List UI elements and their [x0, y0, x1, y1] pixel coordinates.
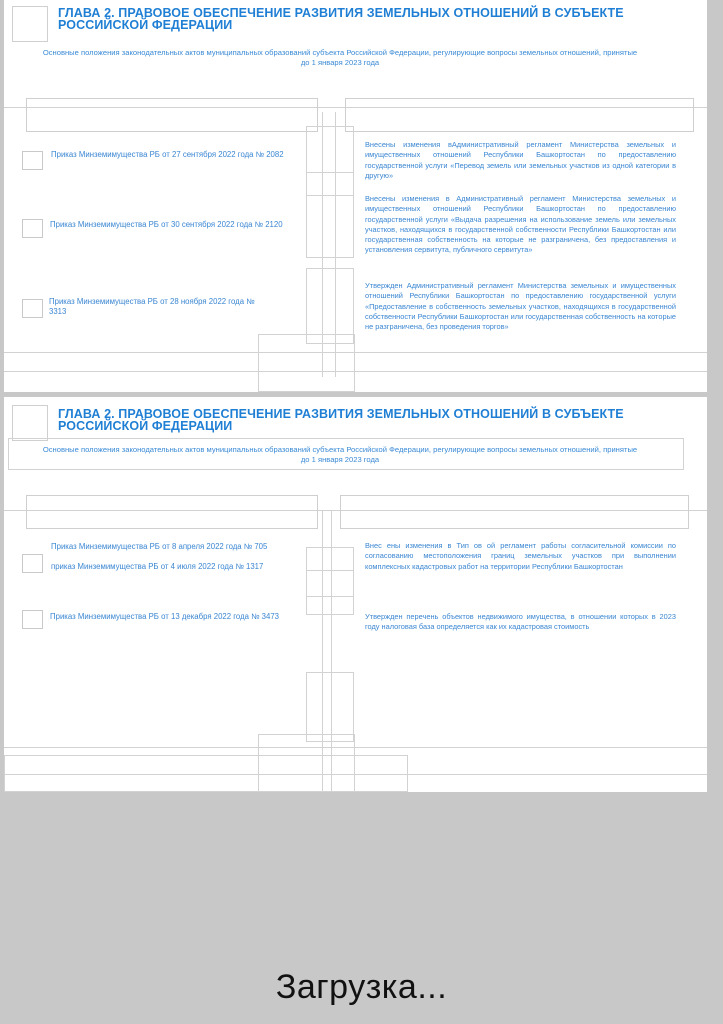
row-checkbox — [22, 299, 43, 318]
header-box-left — [26, 495, 318, 529]
slide-2 — [4, 397, 707, 792]
connector-frame — [306, 172, 354, 196]
connector-frame — [306, 268, 354, 344]
document-ref: Приказ Минземимущества РБ от 28 ноября 2022 года № 3313 — [49, 297, 255, 316]
slide-title: ГЛАВА 2. ПРАВОВОЕ ОБЕСПЕЧЕНИЕ РАЗВИТИЯ ЗЕМЕЛЬНЫХ ОТНОШЕНИЙ В СУБЪЕКТЕ РОССИЙСКОЙ ФЕДЕРАЦИИ — [58, 6, 624, 32]
document-description: Внесены изменения вАдминистративный регламент Министерства земельных и имущественных отношений Республики Башкортостан по предоставлению государственной услуги «Перевод земель или земельных участков из одной категории в другую» — [365, 140, 676, 180]
connector-frame — [258, 334, 355, 392]
divider — [4, 747, 707, 748]
document-description: Внес ены изменения в Тип ов ой регламент работы согласительной комиссии по согласованию местоположения границ земельных участков при выполнении комплексных кадастровых работ на территории Республики Башкортостан — [365, 541, 676, 571]
document-ref: приказ Минземимущества РБ от 4 июля 2022 года № 1317 — [51, 562, 264, 571]
slide-subtitle: Основные положения законодательных актов муниципальных образований субъекта Российской Федерации, регулирующие вопросы земельных отношений, принятые до 1 января 2023 года — [42, 48, 638, 67]
slide-subtitle: Основные положения законодательных актов муниципальных образований субъекта Российской Федерации, регулирующие вопросы земельных отношений, принятые до 1 января 2023 года — [42, 445, 638, 464]
loading-indicator: Загрузка... — [275, 968, 448, 1006]
divider — [4, 774, 707, 775]
title-placeholder-box — [12, 405, 48, 441]
divider — [4, 352, 707, 353]
connector-frame — [306, 672, 354, 742]
row-checkbox — [22, 219, 43, 238]
header-box-left — [26, 98, 318, 132]
row-checkbox — [22, 151, 43, 170]
document-description: Утвержден перечень объектов недвижимого имущества, в отношении которых в 2023 году налоговая база определяется как их кадастровая стоимость — [365, 612, 676, 632]
header-box-right — [340, 495, 689, 529]
connector-frame — [306, 570, 354, 597]
divider — [4, 371, 707, 372]
slide-1 — [4, 0, 707, 392]
document-ref: Приказ Минземимущества РБ от 13 декабря 2022 года № 3473 — [50, 612, 280, 621]
row-checkbox — [22, 610, 43, 629]
slide-title: ГЛАВА 2. ПРАВОВОЕ ОБЕСПЕЧЕНИЕ РАЗВИТИЯ ЗЕМЕЛЬНЫХ ОТНОШЕНИЙ В СУБЪЕКТЕ РОССИЙСКОЙ ФЕДЕРАЦИИ — [58, 407, 624, 433]
document-description: Внесены изменения в Административный регламент Министерства земельных и имущественных отношений Республики Башкортостан по предоставлению государственной услуги «Выдача разрешения на использование земель или земельных участков, находящихся в государственной собственности Республики Башкортостан или государственная собственность на которые не разграничена, без предоставления и установления сервитута, публичного сервитута» — [365, 194, 676, 255]
title-placeholder-box — [12, 6, 48, 42]
header-box-right — [345, 98, 694, 132]
document-ref: Приказ Минземимущества РБ от 8 апреля 2022 года № 705 — [51, 542, 268, 551]
row-checkbox — [22, 554, 43, 573]
document-ref: Приказ Минземимущества РБ от 27 сентября 2022 года № 2082 — [51, 150, 284, 159]
document-ref: Приказ Минземимущества РБ от 30 сентября 2022 года № 2120 — [50, 220, 283, 229]
document-description: Утвержден Административный регламент Министерства земельных и имущественных отношений Республики Башкортостан по предоставлению государственной услуги «Предоставление в собственность земельных участков, находящихся в государственной собственности Республики Башкортостан или государственная собственность на которые не разграничена, без проведения торгов» — [365, 281, 676, 332]
